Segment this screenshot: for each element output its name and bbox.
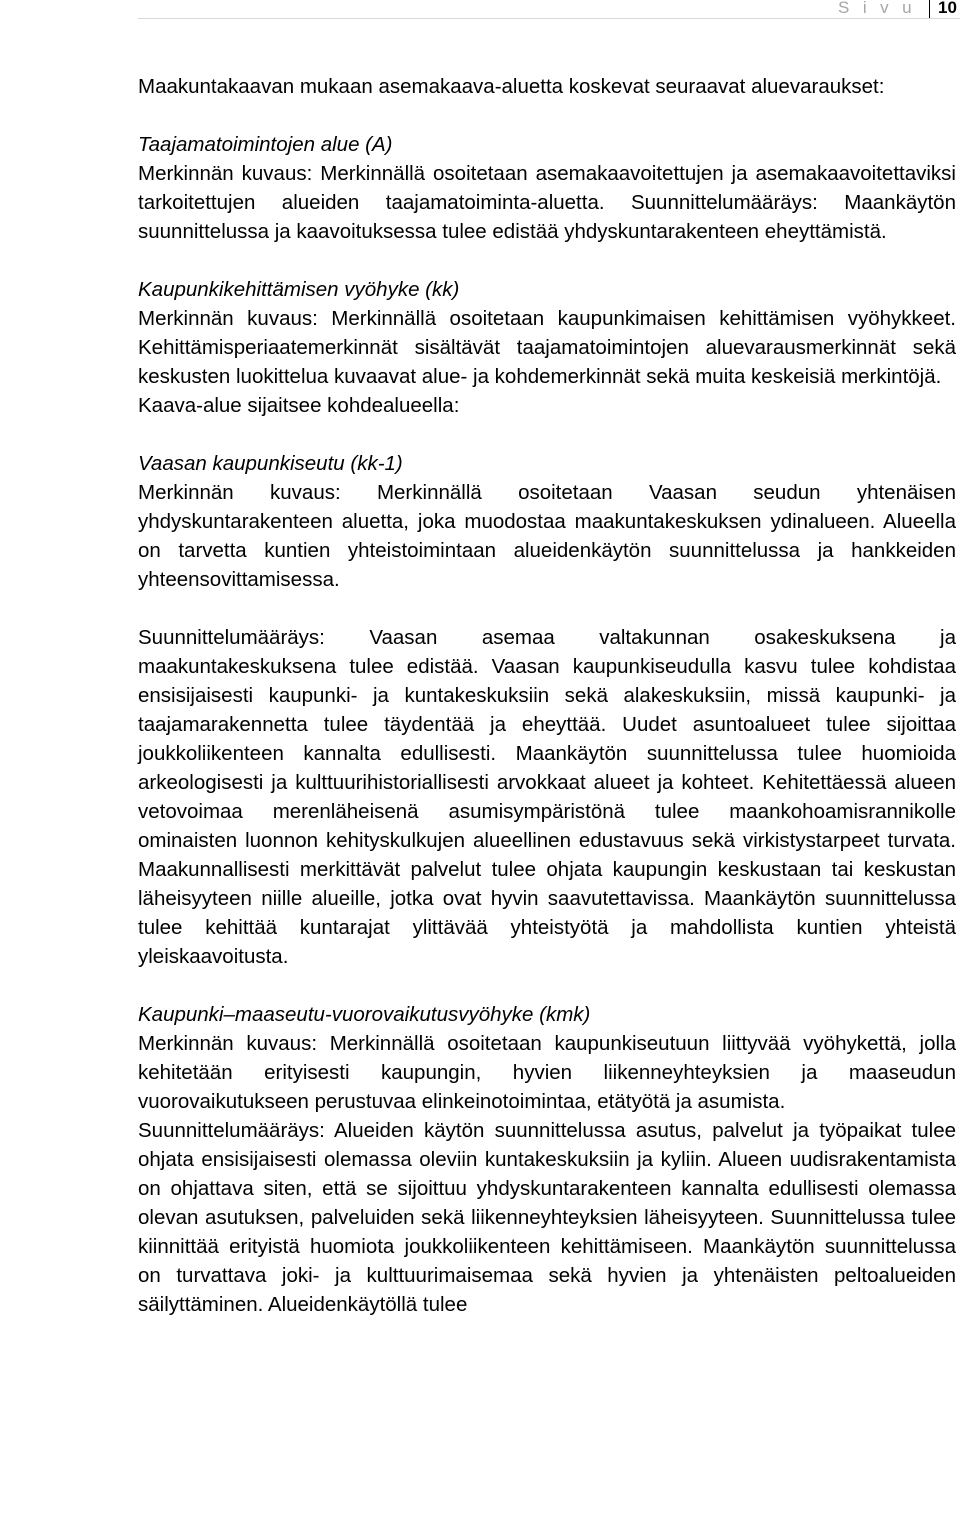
paragraph-kaupunkikehittamisen-kuvaus: Merkinnän kuvaus: Merkinnällä osoitetaan kaupunkimaisen kehittämisen vyöhykkeet. Kehittämisperiaatemerkinnät sisältävät taajamatoimintojen aluevarausmerkinnät sekä keskusten luokittelua kuvaavat alue- ja kohdemerkinnät sekä muita keskeisiä merkintöjä. xyxy=(138,307,956,388)
paragraph-kaupunki-maaseutu-kuvaus: Merkinnän kuvaus: Merkinnällä osoitetaan kaupunkiseutuun liittyvää vyöhykettä, jolla kehitetään erityisesti kaupungin, hyvien liikenneyhteyksien ja maaseudun vuorovaikutukseen perustuvaa elinkeinotoimintaa, etätyötä ja asumista. xyxy=(138,1032,956,1113)
page-label: S i v u xyxy=(837,0,916,17)
page-number: 10 xyxy=(938,0,957,17)
intro-paragraph: Maakuntakaavan mukaan asemakaava-aluetta koskevat seuraavat aluevaraukset: xyxy=(138,75,885,98)
paragraph-taajamatoimintojen-kuvaus: Merkinnän kuvaus: Merkinnällä osoitetaan asemakaavoitettujen ja asemakaavoitettaviksi tarkoitettujen alueiden taajamatoiminta-aluetta. Suunnittelumääräys: Maankäytön suunnittelussa ja kaavoituksessa tulee edistää yhdyskuntarakenteen eheyttämistä. xyxy=(138,162,956,243)
section-heading-vaasan-kaupunkiseutu: Vaasan kaupunkiseutu (kk-1) xyxy=(138,452,403,475)
paragraph-kohdealue: Kaava-alue sijaitsee kohdealueella: xyxy=(138,394,460,417)
paragraph-vaasan-suunnittelumaarays: Suunnittelumääräys: Vaasan asemaa valtakunnan osakeskuksena ja maakuntakeskuksena tulee edistää. Vaasan kaupunkiseudulla kasvu tulee kohdistaa ensisijaisesti kaupunki- ja kuntakeskuksiin sekä alakeskuksiin, missä kaupunki- ja taajamarakennetta tulee täydentää ja eheyttää. Uudet asuntoalueet tulee sijoittaa joukkoliikenteen kannalta edullisesti. Maankäytön suunnittelussa tulee huomioida arkeologisesti ja kulttuurihistoriallisesti arvokkaat alueet ja kohteet. Kehitettäessä alueen vetovoimaa merenläheisenä asumisympäristönä tulee maankohoamisrannikolle ominaisten luonnon kehityskulkujen alueellinen edustavuus sekä virkistystarpeet turvata. Maakunnallisesti merkittävät palvelut tulee ohjata kaupungin keskustaan tai keskustan läheisyyteen niille alueille, jotka ovat hyvin saavutettavissa. Maankäytön suunnittelussa tulee kehittää kuntarajat ylittävää yhteistyötä ja mahdollista kuntien yhteistä yleiskaavoitusta. xyxy=(138,626,956,968)
section-heading-taajamatoimintojen-alue: Taajamatoimintojen alue (A) xyxy=(138,133,393,156)
section-heading-kaupunki-maaseutu: Kaupunki–maaseutu-vuorovaikutusvyöhyke (kmk) xyxy=(138,1003,591,1026)
paragraph-vaasan-kuvaus: Merkinnän kuvaus: Merkinnällä osoitetaan Vaasan seudun yhtenäisen yhdyskuntarakenteen aluetta, joka muodostaa maakuntakeskuksen ydinalueen. Alueella on tarvetta kuntien yhteistoimintaan alueidenkäytön suunnittelussa ja hankkeiden yhteensovittamisessa. xyxy=(138,481,956,591)
page-header xyxy=(0,0,960,20)
header-divider xyxy=(929,0,930,18)
document-body xyxy=(138,72,956,1319)
paragraph-kaupunki-maaseutu-suunnittelumaarays: Suunnittelumääräys: Alueiden käytön suunnittelussa asutus, palvelut ja työpaikat tulee ohjata ensisijaisesti olemassa oleviin kuntakeskuksiin ja kyliin. Alueen uudisrakentamista on ohjattava siten, että se sijoittuu yhdyskuntarakenteen kannalta edullisesti olemassa olevan asutuksen, palveluiden sekä liikenneyhteyksien läheisyyteen. Suunnittelussa tulee kiinnittää erityistä huomiota joukkoliikenteen kehittämiseen. Maankäytön suunnittelussa on turvattava joki- ja kulttuurimaisemaa sekä hyvien ja yhtenäisten peltoalueiden säilyttäminen. Alueidenkäytöllä tulee xyxy=(138,1119,956,1316)
section-heading-kaupunkikehittamisen-vyohyke: Kaupunkikehittämisen vyöhyke (kk) xyxy=(138,278,460,301)
header-rule xyxy=(138,18,960,19)
